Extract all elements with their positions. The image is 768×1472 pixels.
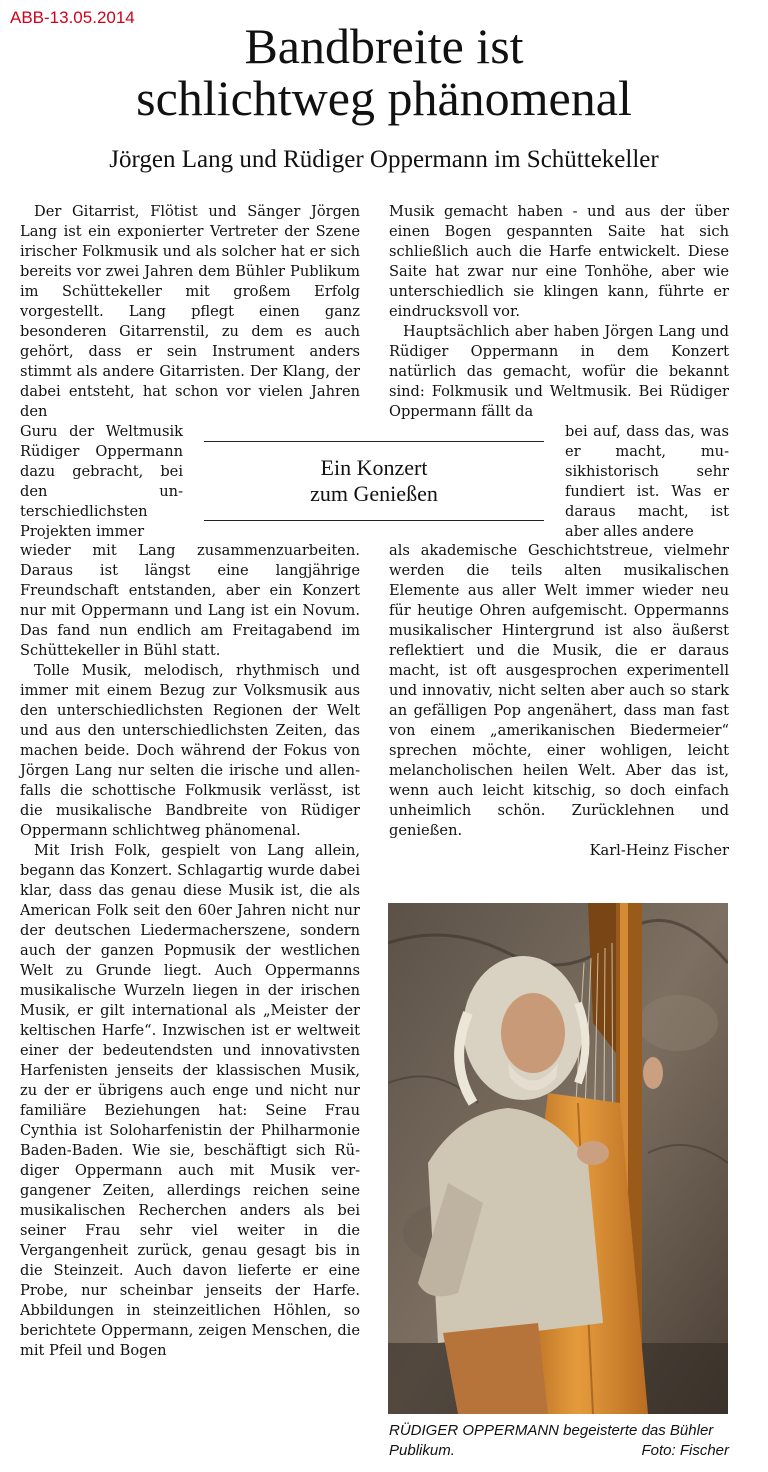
subheadline: Jörgen Lang und Rüdiger Oppermann im Schüttekeller xyxy=(109,146,659,173)
paragraph-music: Tolle Musik, melodisch, rhythmisch und immer mit einem Bezug zur Volksmusik aus den unterschiedlichsten Regionen der Welt und aus den unterschiedlichsten Zeiten, das machen beide. Doch während der Fokus von Jörgen Lang nur selten die irische und allenfalls die schottische Folkmusik verlässt, ist die musikalische Bandbreite von Rüdiger Oppermann schlichtweg phänomenal. xyxy=(20,662,360,839)
photo-credit: Foto: Fischer xyxy=(641,1442,729,1459)
pull-quote-line-1: Ein Konzert xyxy=(320,455,428,480)
headline-line-2: schlichtweg phänomenal xyxy=(136,70,632,126)
caption-text: RÜDIGER OPPERMANN begeisterte das Bühler Publikum. xyxy=(389,1422,714,1459)
paragraph-intro-continued: Guru der Weltmusik Rüdiger Oppermann dazu gebracht, bei den unterschiedlichsten Projekten immer xyxy=(20,423,183,540)
paragraph-bow-string: Musik gemacht haben - und aus der über einen Bogen gespannten Saite hat sich schließlich auch die Harfe entwickelt. Diese Saite hat zwar nur eine Tonhöhe, aber wie unterschiedlich sie klingen kann, führte er eindrucksvoll vor. xyxy=(389,203,729,320)
column-1-top xyxy=(20,202,360,422)
harpist-photo xyxy=(388,903,728,1414)
headline-line-1: Bandbreite ist xyxy=(244,18,524,74)
paragraph-intro-end: wieder mit Lang zusammenzuarbeiten. Daraus ist längst eine langjährige Freundschaft entstanden, aber ein Konzert nur mit Oppermann und Lang ist ein Novum. Das fand nun endlich am Freitagabend im Schüttekeller in Bühl statt. xyxy=(20,542,360,659)
column-1-bottom xyxy=(20,541,360,1361)
author-byline: Karl-Heinz Fischer xyxy=(589,842,729,859)
pull-quote-line-2: zum Genießen xyxy=(310,481,438,506)
photo-caption xyxy=(389,1421,729,1461)
paragraph-folk-world-continued: bei auf, dass das, was er macht, musikhistorisch sehr fundiert ist. Was er daraus macht, ist aber alles andere xyxy=(565,423,729,540)
column-2-top xyxy=(389,202,729,422)
column-1-narrow xyxy=(20,422,183,542)
column-2-bottom xyxy=(389,541,729,861)
headline xyxy=(0,20,768,124)
paragraph-intro: Der Gitarrist, Flötist und Sänger Jörgen Lang ist ein exponierter Vertreter der Szene irischer Folkmusik und als solcher hat er sich bereits vor zwei Jahren dem Bühler Publikum im Schüttekeller mit großem Erfolg vorgestellt. Lang pflegt einen ganz besonderen Gitarrenstil, zu dem es auch gehört, dass er sein Instrument anders stimmt als andere Gitarristen. Der Klang, der dabei entsteht, hat schon vor vielen Jahren den xyxy=(20,203,360,420)
paragraph-irish-folk: Mit Irish Folk, gespielt von Lang allein, begann das Konzert. Schlagartig wurde dabei klar, dass das genau diese Musik ist, die als American Folk seit den 60er Jahren nicht nur der deutschen Liedermacherszene, sondern auch der ganzen Popmusik der westlichen Welt zu Grunde liegt. Auch Oppermanns musikalische Wurzeln liegen in der irischen Musik, er gilt international als „Meister der keltischen Harfe“. Inzwischen ist er weltweit einer der bedeutendsten und innovativsten Harfenisten jenseits der klassischen Musik, zu der er übrigens auch enge und nicht nur familiäre Beziehungen hat: Seine Frau Cynthia ist Soloharfenistin der Philharmonie Baden-Baden. Wie sie, beschäftigt sich Rüdiger Oppermann auch mit Musik vergangener Zeiten, allerdings reichen seine musikalischen Recherchen anders als bei seiner Frau sehr viel weiter in die Vergangenheit zurück, genau gesagt bis in die Steinzeit. Auch davon lieferte er eine Probe, nur scheinbar jenseits der Harfe. Abbildungen in steinzeitlichen Höhlen, so berichtete Oppermann, zeigen Menschen, die mit Pfeil und Bogen xyxy=(20,842,360,1359)
paragraph-folk-world-end: als akademische Geschichtstreue, vielmehr werden die teils alten musikalischen Elemente aus aller Welt immer wieder neu für heutige Ohren aufgemischt. Oppermanns musikalischer Hintergrund ist also äußerst reflektiert und die Musik, die er daraus macht, ist oft ausgesprochen experimentell und innovativ, nicht selten aber auch so stark an gefälligen Pop angenähert, dass man fast von einem „amerikanischen Biedermeier“ sprechen möchte, einer wohligen, leicht melancholischen heilen Welt. Aber das ist, wenn auch leicht kitschig, so doch einfach unheimlich schön. Zurücklehnen und genießen. xyxy=(389,542,729,839)
paragraph-folk-world: Hauptsächlich aber haben Jörgen Lang und Rüdiger Oppermann in dem Konzert natürlich das gemacht, wofür die bekannt sind: Folkmusik und Weltmusik. Bei Rüdiger Oppermann fällt da xyxy=(389,323,729,420)
column-2-narrow xyxy=(565,422,729,542)
archive-date-stamp: ABB-13.05.2014 xyxy=(10,8,135,27)
pull-quote xyxy=(204,441,544,521)
